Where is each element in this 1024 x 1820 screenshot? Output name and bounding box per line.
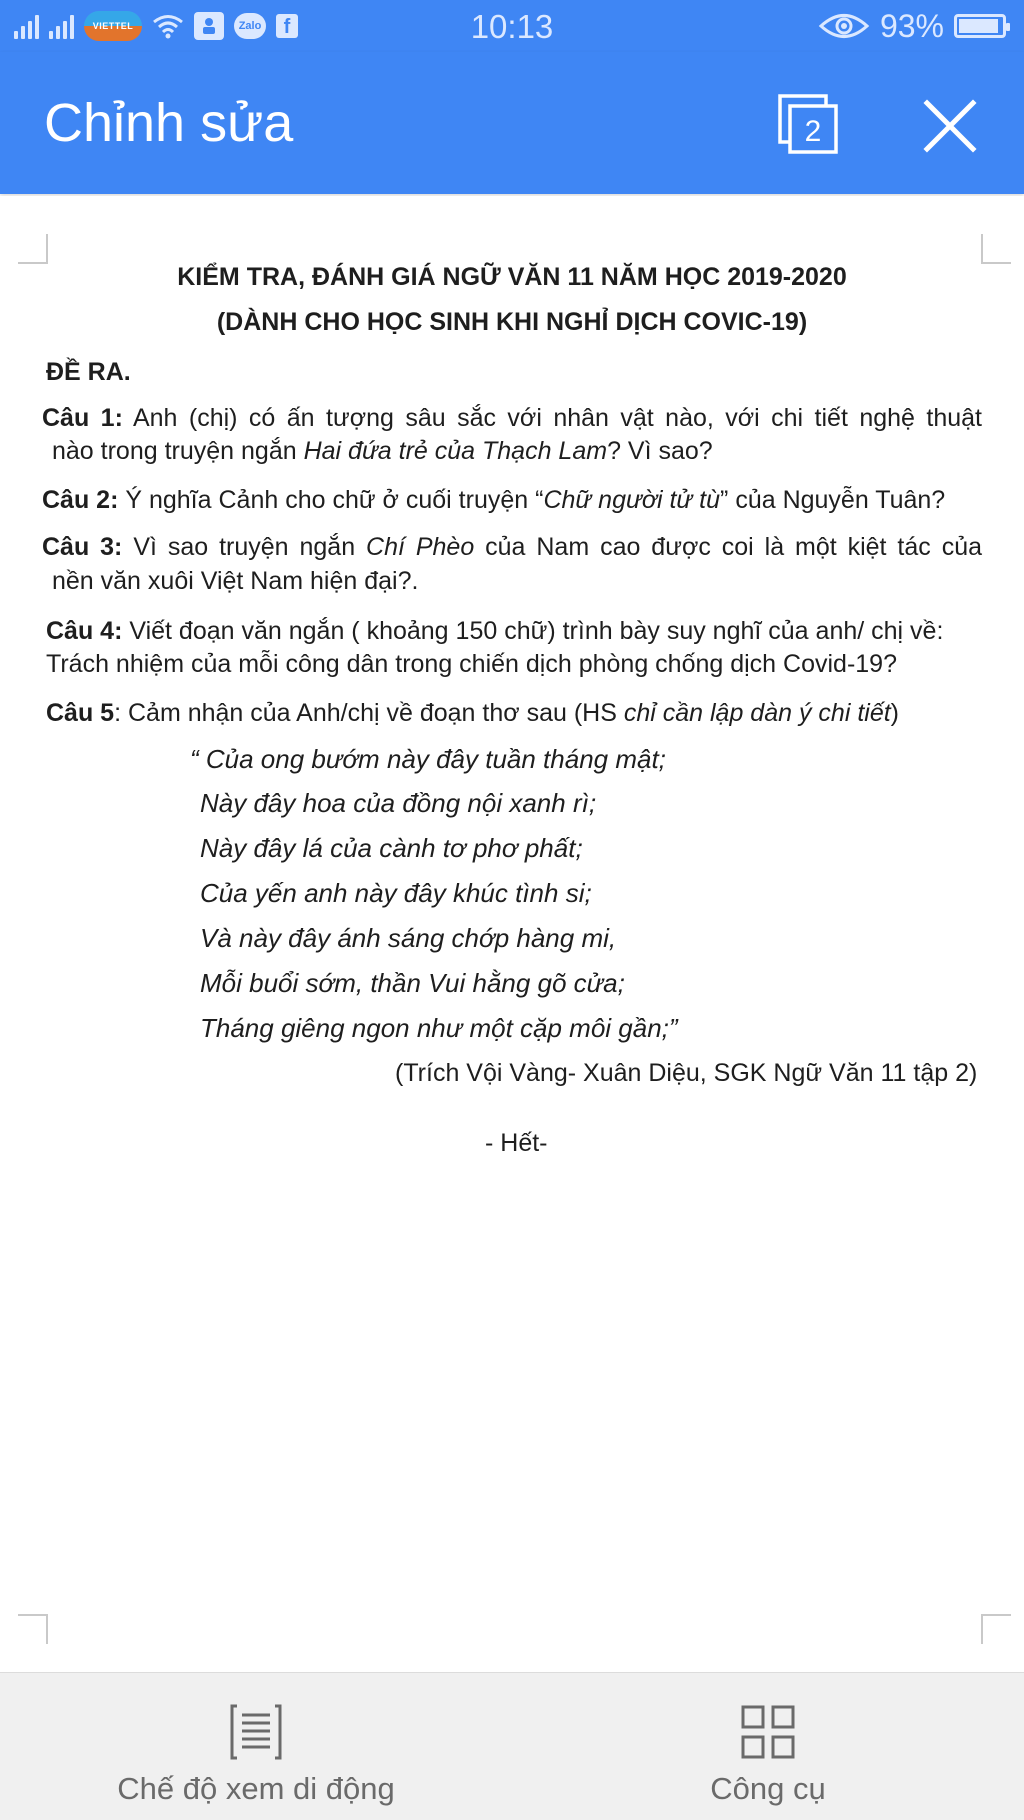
question-text: Viết đoạn văn ngắn ( khoảng 150 chữ) trình bày suy nghĩ của anh/ chị về: — [122, 617, 944, 645]
question-text: của Nam cao được coi là một kiệt tác của — [474, 533, 983, 561]
work-title: Chữ người tử tù — [543, 486, 721, 514]
crop-mark — [981, 1614, 1011, 1644]
question-label: Câu 1: — [42, 404, 123, 432]
question-1-line-2 — [52, 436, 713, 466]
question-text: Vì sao truyện ngắn — [133, 533, 367, 561]
crop-mark — [18, 1614, 48, 1644]
question-4-line-2: Trách nhiệm của mỗi công dân trong chiến dịch phòng chống dịch Covid-19? — [46, 650, 897, 678]
poem-line: Của yến anh này đây khúc tình si; — [200, 878, 592, 908]
mobile-view-label: Chế độ xem di động — [117, 1771, 395, 1806]
app-bar — [0, 52, 1024, 194]
crop-mark — [981, 234, 1011, 264]
end-mark: - Hết- — [485, 1129, 548, 1157]
eye-icon — [818, 11, 870, 41]
question-5 — [46, 698, 899, 728]
mobile-view-button[interactable] — [56, 1673, 456, 1820]
question-label: Câu 3: — [42, 533, 123, 561]
status-icons-right — [818, 8, 1006, 44]
work-title: Chí Phèo — [366, 533, 475, 561]
question-label: Câu 4: — [46, 617, 123, 645]
close-icon — [920, 96, 980, 156]
crop-mark — [18, 234, 48, 264]
doc-title: KIỂM TRA, ĐÁNH GIÁ NGỮ VĂN 11 NĂM HỌC 2019-2020 — [177, 263, 847, 291]
question-3-line-2: nền văn xuôi Việt Nam hiện đại?. — [52, 567, 419, 595]
document-page[interactable] — [0, 196, 1024, 1672]
poem-line: Và này đây ánh sáng chớp hàng mi, — [200, 923, 617, 953]
page-title: Chỉnh sửa — [44, 93, 294, 153]
question-text: Anh (chị) có ấn tượng sâu sắc với nhân vật nào, với chi tiết nghệ thuật — [132, 404, 982, 432]
question-text: Ý nghĩa Cảnh cho chữ ở cuối truyện “ — [118, 486, 544, 514]
question-text: ” của Nguyễn Tuân? — [720, 486, 946, 514]
question-4-line-1 — [46, 616, 943, 646]
question-label: Câu 2: — [42, 486, 119, 514]
question-text: : Cảm nhận của Anh/chị về đoạn thơ sau (HS — [114, 699, 624, 727]
question-label: Câu 5 — [46, 699, 115, 727]
question-2 — [42, 485, 945, 515]
carrier-label: VIETTEL — [92, 21, 134, 31]
close-button[interactable] — [920, 96, 980, 156]
poem-line: Này đây hoa của đồng nội xanh rì; — [200, 788, 597, 818]
zalo-label: Zalo — [238, 20, 262, 32]
question-text: ? Vì sao? — [607, 437, 713, 465]
page-count-button[interactable] — [776, 92, 840, 156]
question-text: nào trong truyện ngắn — [52, 437, 304, 465]
tools-label: Công cụ — [710, 1771, 826, 1806]
mobile-view-icon — [229, 1703, 283, 1761]
status-bar — [0, 0, 1024, 52]
poem-line: Này đây lá của cành tơ phơ phất; — [200, 833, 583, 863]
doc-subtitle: (DÀNH CHO HỌC SINH KHI NGHỈ DỊCH COVIC-19) — [216, 308, 808, 336]
poem-line: Tháng giêng ngon như một cặp môi gần;” — [200, 1013, 678, 1043]
tools-button[interactable] — [628, 1673, 908, 1820]
battery-icon — [954, 14, 1006, 38]
section-heading: ĐỀ RA. — [46, 358, 131, 386]
work-title: Hai đứa trẻ của Thạch Lam — [303, 437, 608, 465]
poem-line: “ Của ong bướm này đây tuần tháng mật; — [190, 744, 666, 774]
pages-icon — [776, 92, 840, 156]
battery-percent: 93% — [879, 7, 944, 44]
citation: (Trích Vội Vàng- Xuân Diệu, SGK Ngữ Văn 11 tập 2) — [395, 1059, 978, 1087]
page-count: 2 — [804, 115, 822, 148]
facebook-label: f — [283, 16, 291, 38]
question-3-line-1 — [42, 532, 982, 562]
poem-line: Mỗi buổi sớm, thần Vui hằng gõ cửa; — [200, 968, 625, 998]
clock: 10:13 — [470, 8, 554, 45]
note-italic: chỉ cần lập dàn ý chi tiết — [623, 699, 891, 727]
question-text: ) — [890, 699, 899, 727]
grid-icon — [740, 1704, 796, 1760]
bottom-toolbar — [0, 1672, 1024, 1820]
question-1-line-1 — [42, 403, 982, 433]
